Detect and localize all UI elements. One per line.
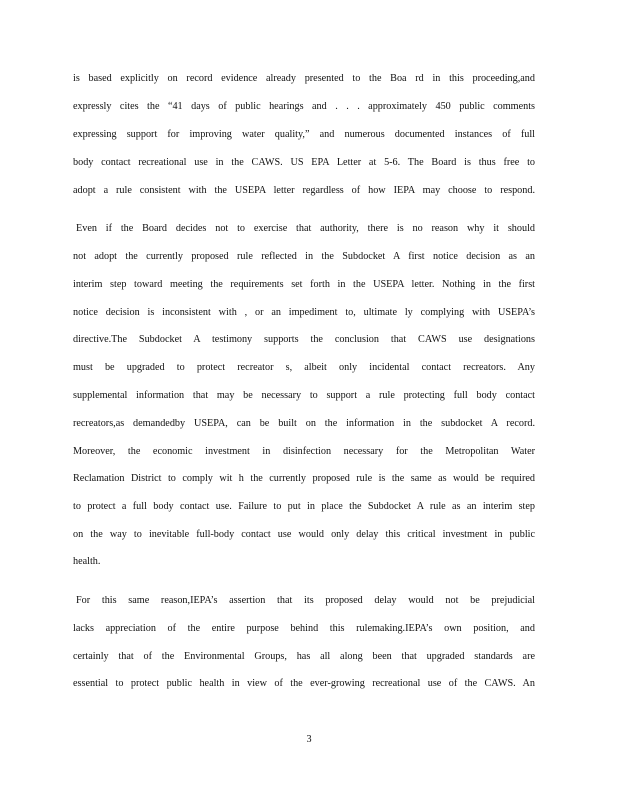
text-line: lacks appreciation of the entire purpose behind this rulemaking.IEPA’s own position, and	[73, 623, 535, 634]
text-line: to protect a full body contact use. Failure to put in place the Subdocket A rule as an interim step	[73, 501, 535, 512]
text-line: For this same reason,IEPA’s assertion that its proposed delay would not be prejudicial	[76, 595, 535, 606]
text-line: body contact recreational use in the CAWS. US EPA Letter at 5-6. The Board is thus free to	[73, 157, 535, 168]
page-number: 3	[306, 734, 312, 745]
text-line: must be upgraded to protect recreator s, albeit only incidental contact recreators. Any	[73, 362, 535, 373]
text-line: Moreover, the economic investment in disinfection necessary for the Metropolitan Water	[73, 446, 535, 457]
text-line: on the way to inevitable full-body contact use would only delay this critical investment in public	[73, 529, 535, 540]
text-line: notice decision is inconsistent with , or an impediment to, ultimate ly complying with USEPA’s	[73, 307, 535, 318]
text-line: not adopt the currently proposed rule reflected in the Subdocket A first notice decision as an	[73, 251, 535, 262]
text-line: essential to protect public health in view of the ever-growing recreational use of the CAWS. An	[73, 678, 535, 689]
text-line: expressly cites the “41 days of public hearings and . . . approximately 450 public comments	[73, 101, 535, 112]
text-line: adopt a rule consistent with the USEPA letter regardless of how IEPA may choose to respond.	[73, 185, 535, 196]
text-line: is based explicitly on record evidence already presented to the Boa rd in this proceeding,and	[73, 73, 535, 84]
text-line: Even if the Board decides not to exercise that authority, there is no reason why it should	[76, 223, 535, 234]
text-line: recreators,as demandedby USEPA, can be built on the information in the subdocket A record.	[73, 418, 535, 429]
text-line: certainly that of the Environmental Groups, has all along been that upgraded standards are	[73, 651, 535, 662]
text-line: health.	[73, 556, 101, 567]
text-line: directive.The Subdocket A testimony supports the conclusion that CAWS use designations	[73, 334, 535, 345]
text-line: Reclamation District to comply wit h the currently proposed rule is the same as would be required	[73, 473, 535, 484]
text-line: expressing support for improving water quality,” and numerous documented instances of full	[73, 129, 535, 140]
text-line: interim step toward meeting the requirements set forth in the USEPA letter. Nothing in the first	[73, 279, 535, 290]
text-line: supplemental information that may be necessary to support a rule protecting full body contact	[73, 390, 535, 401]
